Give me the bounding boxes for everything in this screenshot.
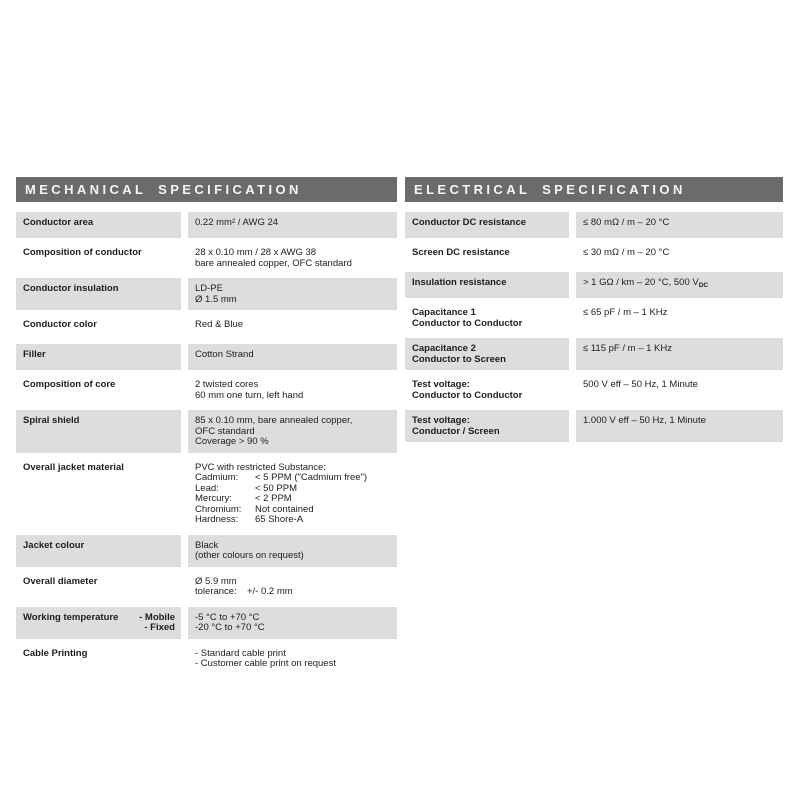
spec-value-line: 1.000 V eff – 50 Hz, 1 Minute <box>583 415 706 426</box>
spec-value-text: > 1 GΩ / km – 20 °C, 500 V <box>583 277 699 288</box>
spec-value-key: tolerance: <box>195 586 237 597</box>
spec-value-line: Black <box>195 539 219 551</box>
spec-row-label <box>405 374 569 406</box>
spec-label-line: Composition of core <box>23 379 116 390</box>
spec-row-label-text <box>23 613 118 624</box>
spec-row-label-text <box>412 344 506 365</box>
spec-row-label <box>16 410 181 453</box>
spec-row <box>16 643 397 675</box>
spec-label-sublabel: - Fixed <box>144 622 175 633</box>
spec-row-value <box>188 278 397 310</box>
spec-value-val: +/- 0.2 mm <box>247 586 293 597</box>
spec-row <box>405 338 783 370</box>
spec-value-line: - Standard cable print <box>195 647 286 659</box>
spec-row <box>405 212 783 238</box>
spec-value-val: < 50 PPM <box>255 482 297 494</box>
spec-row-value <box>188 374 397 406</box>
spec-row <box>16 535 397 567</box>
spec-row-value <box>576 410 783 442</box>
spec-value-val: Not contained <box>255 503 314 515</box>
spec-label-line: Test voltage: <box>412 379 470 390</box>
spec-label-line: Conductor DC resistance <box>412 217 527 228</box>
spec-label-line: Insulation resistance <box>412 277 507 288</box>
spec-value-line: -5 °C to +70 °C <box>195 611 260 623</box>
spec-row-label-text <box>412 380 522 401</box>
spec-row-label <box>16 374 181 406</box>
spec-value-line: Ø 1.5 mm <box>195 293 237 305</box>
spec-value-key: Hardness: <box>195 514 239 525</box>
spec-label-line: Conductor area <box>23 217 94 228</box>
spec-row-label <box>405 410 569 442</box>
electrical-spec-title: ELECTRICAL SPECIFICATION <box>405 177 783 202</box>
spec-row-label-text <box>23 416 80 427</box>
spec-value-val: 65 Shore-A <box>255 514 304 525</box>
spec-value-key: Chromium: <box>195 503 242 515</box>
spec-row-label <box>405 242 569 268</box>
spec-label-line: Test voltage: <box>412 415 470 426</box>
spec-value-line: Coverage > 90 % <box>195 436 269 447</box>
spec-value-line: 500 V eff – 50 Hz, 1 Minute <box>583 379 698 390</box>
spec-row-label <box>405 212 569 238</box>
spec-row <box>405 272 783 298</box>
spec-row <box>16 344 397 370</box>
spec-label-sublabel: - Mobile <box>139 611 175 623</box>
spec-value-line: ≤ 80 mΩ / m – 20 °C <box>583 217 670 228</box>
spec-label-line: Conductor color <box>23 319 97 330</box>
spec-row-value <box>576 338 783 370</box>
spec-label-line: Composition of conductor <box>23 247 142 258</box>
spec-row-label <box>16 278 181 310</box>
spec-row-label-text <box>412 416 500 437</box>
spec-row-value <box>576 212 783 238</box>
spec-row-label <box>16 457 181 531</box>
spec-row <box>16 242 397 274</box>
spec-row-label-text <box>23 649 87 660</box>
spec-row-value <box>188 314 397 340</box>
spec-row <box>16 410 397 453</box>
spec-row <box>405 410 783 442</box>
electrical-spec-rows <box>405 212 783 442</box>
spec-row-label <box>16 535 181 567</box>
spec-row-label-text <box>23 380 115 391</box>
spec-row-value <box>188 344 397 370</box>
spec-value-line: (other colours on request) <box>195 550 304 561</box>
spec-row-label <box>405 338 569 370</box>
spec-label-line: Capacitance 1 <box>412 307 476 318</box>
spec-row-value <box>188 643 397 675</box>
spec-value-line <box>195 587 391 598</box>
spec-row-label-text <box>23 541 84 552</box>
spec-value-line: ≤ 30 mΩ / m – 20 °C <box>583 247 670 258</box>
spec-value-line: -20 °C to +70 °C <box>195 622 265 633</box>
spec-row-label-text <box>23 350 46 361</box>
spec-row-value <box>188 607 397 639</box>
spec-row-label <box>16 643 181 675</box>
electrical-spec-table <box>405 177 783 446</box>
spec-row-label-text <box>23 320 97 331</box>
spec-value-line: Cotton Strand <box>195 349 254 360</box>
spec-row-label-text <box>23 218 93 229</box>
spec-label-line: Conductor to Conductor <box>412 389 523 401</box>
spec-value-line: PVC with restricted Substance: <box>195 461 326 473</box>
spec-label-sublabels <box>139 613 175 634</box>
spec-label-line: Conductor to Conductor <box>412 317 523 329</box>
spec-row-value <box>576 242 783 268</box>
spec-value-line <box>195 515 391 526</box>
spec-value-line: 0.22 mm² / AWG 24 <box>195 217 279 228</box>
spec-value-line <box>583 278 777 292</box>
spec-row-label <box>16 607 181 639</box>
spec-row-value <box>188 571 397 603</box>
spec-row-label <box>16 344 181 370</box>
spec-row <box>16 571 397 603</box>
spec-label-line: Conductor / Screen <box>412 425 500 437</box>
spec-row <box>16 607 397 639</box>
spec-label-line: Working temperature <box>23 611 119 623</box>
spec-row-value <box>576 374 783 406</box>
spec-value-line: Ø 5.9 mm <box>195 575 237 587</box>
spec-value-line: 2 twisted cores <box>195 379 259 390</box>
spec-row-label-text <box>23 248 142 259</box>
spec-label-line: Conductor insulation <box>23 283 119 294</box>
spec-row-label <box>16 242 181 274</box>
spec-row-label-text <box>412 248 510 259</box>
spec-value-val: < 2 PPM <box>255 493 292 504</box>
spec-value-line: 60 mm one turn, left hand <box>195 389 304 401</box>
mechanical-spec-rows <box>16 212 397 675</box>
spec-label-line: Jacket colour <box>23 539 85 551</box>
spec-value-line: ≤ 115 pF / m – 1 KHz <box>583 343 672 354</box>
spec-value-key: Lead: <box>195 482 219 494</box>
spec-row <box>16 278 397 310</box>
spec-row-label-text <box>412 308 522 329</box>
spec-value-line: OFC standard <box>195 425 255 437</box>
spec-row-value <box>188 410 397 453</box>
spec-label-line: Screen DC resistance <box>412 247 510 258</box>
spec-row-label-text <box>412 218 526 229</box>
spec-value-line: Red & Blue <box>195 319 244 330</box>
spec-row-label-text <box>23 577 97 588</box>
spec-value-line: 28 x 0.10 mm / 28 x AWG 38 <box>195 247 317 258</box>
spec-value-line: bare annealed copper, OFC standard <box>195 257 352 269</box>
spec-row-label-text <box>23 284 119 295</box>
spec-label-line: Filler <box>23 349 46 360</box>
spec-label-line: Spiral shield <box>23 415 80 426</box>
spec-label-line: Overall diameter <box>23 575 98 587</box>
spec-value-key: Cadmium: <box>195 472 239 483</box>
spec-value-line: 85 x 0.10 mm, bare annealed copper, <box>195 415 353 426</box>
spec-row-value <box>188 457 397 531</box>
spec-tables-container <box>16 177 783 679</box>
spec-label-line: Conductor to Screen <box>412 353 506 365</box>
spec-row-label <box>405 302 569 334</box>
mechanical-spec-table <box>16 177 397 679</box>
spec-value-line: ≤ 65 pF / m – 1 KHz <box>583 307 668 318</box>
spec-value-line: - Customer cable print on request <box>195 658 336 669</box>
spec-row-value <box>576 272 783 298</box>
spec-row-value <box>576 302 783 334</box>
spec-label-line: Capacitance 2 <box>412 343 476 354</box>
spec-row <box>16 457 397 531</box>
spec-label-line: Overall jacket material <box>23 461 124 473</box>
spec-row <box>16 374 397 406</box>
spec-row <box>16 212 397 238</box>
spec-value-key: Mercury: <box>195 493 232 504</box>
spec-row-label-text <box>23 463 124 474</box>
spec-row-label <box>405 272 569 298</box>
spec-row-label <box>16 314 181 340</box>
spec-row <box>405 374 783 406</box>
spec-row-label <box>16 212 181 238</box>
spec-row-label-text <box>412 278 507 289</box>
spec-row <box>405 242 783 268</box>
spec-row-value <box>188 212 397 238</box>
spec-label-line: Cable Printing <box>23 647 88 659</box>
spec-value-line: LD-PE <box>195 283 223 294</box>
spec-row-value <box>188 535 397 567</box>
spec-row <box>405 302 783 334</box>
spec-row-value <box>188 242 397 274</box>
spec-row-label <box>16 571 181 603</box>
spec-row <box>16 314 397 340</box>
mechanical-spec-title: MECHANICAL SPECIFICATION <box>16 177 397 202</box>
spec-value-subscript: DC <box>698 282 709 289</box>
spec-value-val: < 5 PPM ("Cadmium free") <box>255 472 368 483</box>
